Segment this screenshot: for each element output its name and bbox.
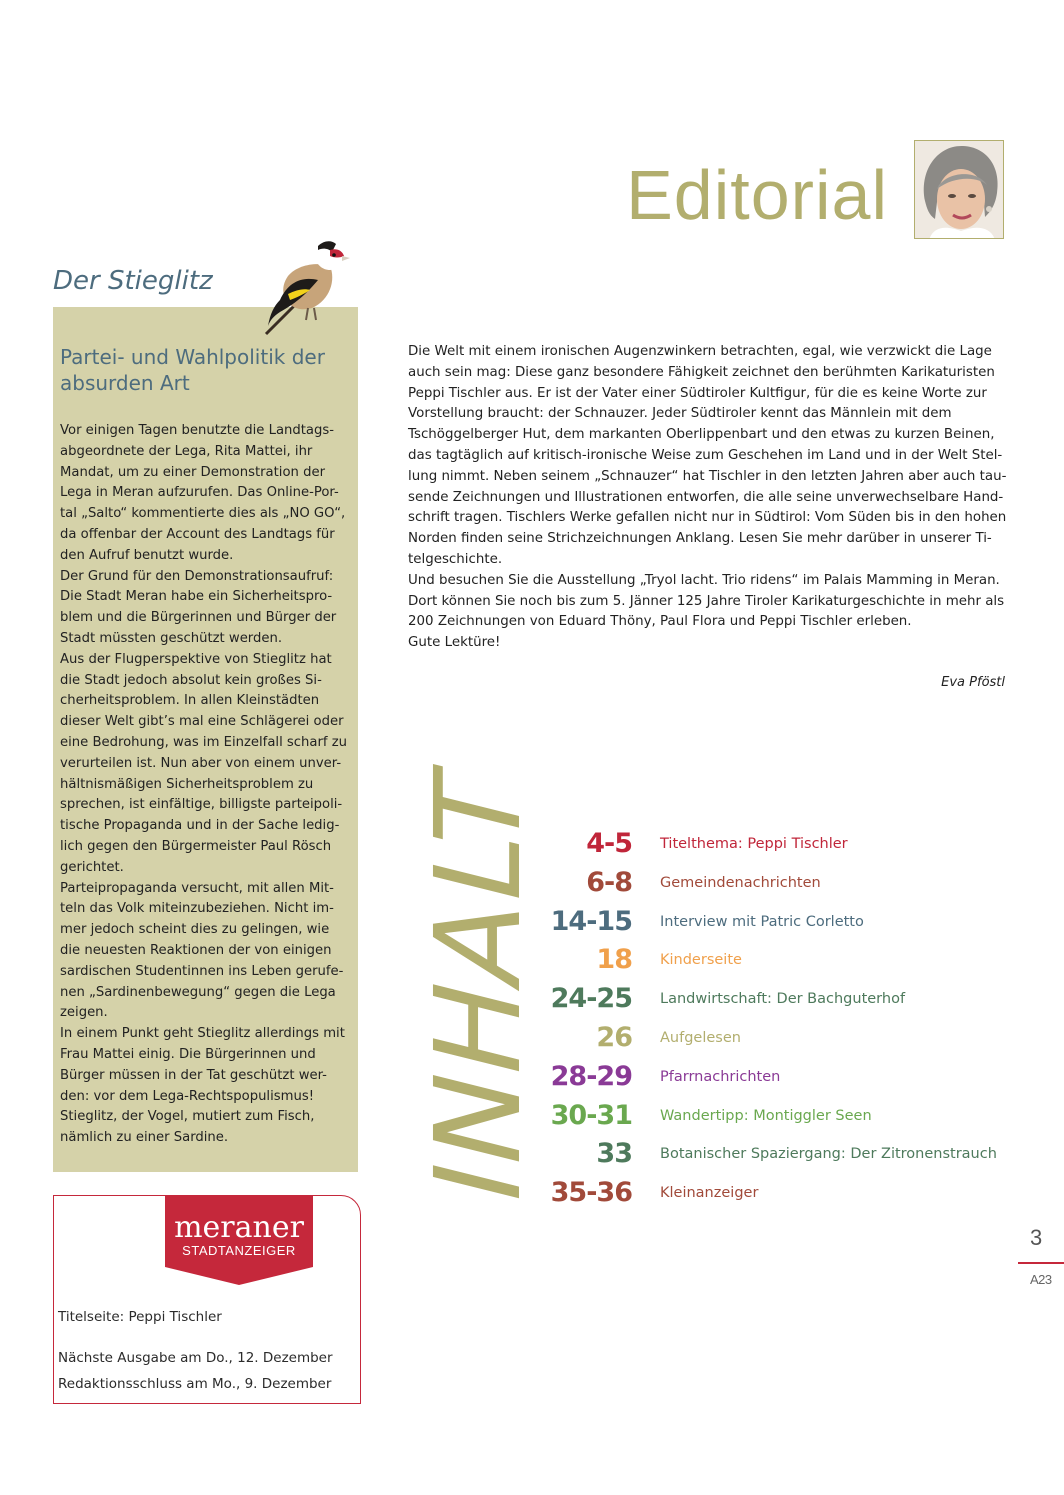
toc-row	[520, 981, 1020, 1017]
portrait-image	[915, 141, 1004, 239]
toc-row	[520, 1059, 1020, 1095]
toc-page-range: 14-15	[550, 905, 632, 937]
toc-section-title: Gemeindenachrichten	[660, 874, 821, 891]
toc-row	[520, 826, 1020, 862]
cover-credit: Titelseite: Peppi Tischler	[58, 1309, 222, 1325]
logo-sub-text: STADTANZEIGER	[182, 1243, 296, 1258]
toc-row	[520, 904, 1020, 940]
toc-row	[520, 1098, 1020, 1134]
inhalt-title: INHALT	[409, 756, 547, 1217]
logo-main-text: meraner	[174, 1210, 304, 1245]
toc-section-title: Pfarrnachrichten	[660, 1068, 781, 1085]
page-code: A23	[1030, 1272, 1052, 1287]
toc-page-range: 35-36	[550, 1177, 632, 1209]
toc-row	[520, 1020, 1020, 1056]
toc-section-title: Titelthema: Peppi Tischler	[660, 836, 848, 852]
toc-row	[520, 865, 1020, 901]
toc-page-range: 6-8	[586, 866, 632, 898]
toc-page-range: 26	[596, 1022, 632, 1053]
toc-row	[520, 1136, 1020, 1172]
toc-page-range: 4-5	[586, 828, 632, 859]
toc-section-title: Interview mit Patric Corletto	[660, 913, 864, 930]
editorial-body-text: Die Welt mit einem ironischen Augenzwinkern betrachten, egal, wie verzwickt die Lage auch sein mag: Diese ganz besondere Fähigkeit zeichnet den berühmten Karikaturisten Peppi Tischler aus. Er ist der Vater einer Südtiroler Kultfigur, für die es keine Worte zur Vorstellung braucht: der Schnauzer. Jeder Südtiroler kennt das Männlein mit dem Tschöggelberger Hut, dem markanten Oberlippenbart und den etwas zu kurzen Beinen, das tagtäglich auf kritisch-ironische Weise zum Geschehen im Land und in der Welt Stel- lung nimmt. Neben seinem „Schnauzer“ hat Tischler in den letzten Jahren aber auch tau- sende Zeichnungen und Illustrationen entworfen, die alle seine unverwechselbare Hand- schrift tragen. Tischlers Werke gefallen nicht nur in Südtirol: Vom Süden bis in den hohen Norden finden seine Strichzeichnungen Anklang. Lesen Sie mehr darüber in unserer Ti- telgeschichte. Und besuchen Sie die Ausstellung „Tryol lacht. Trio ridens“ im Palais Mamming in Meran. Dort können Sie noch bis zum 5. Jänner 125 Jahre Tiroler Karikaturgeschichte in mehr als 200 Zeichnungen von Eduard Thöny, Paul Flora und Peppi Tischler erleben. Gute Lektüre!	[408, 344, 1007, 651]
stieglitz-subtitle: Partei- und Wahlpolitik der absurden Art	[60, 345, 325, 395]
editorial-title: Editorial	[626, 156, 888, 234]
toc-section-title: Aufgelesen	[660, 1030, 741, 1046]
toc-section-title: Wandertipp: Montiggler Seen	[660, 1107, 872, 1124]
page-number: 3	[1030, 1225, 1043, 1250]
toc-page-range: 33	[596, 1138, 632, 1170]
stieglitz-body-text: Vor einigen Tagen benutzte die Landtags- abgeordnete der Lega, Rita Mattei, ihr Mandat, um zu einer Demonstration der Lega in Meran aufzurufen. Das Online-Por- tal „Salto“ kommentierte dies als „NO GO“, da offenbar der Account des Landtags für den Aufruf benutzt wurde. Der Grund für den Demonstrationsaufruf: Die Stadt Meran habe ein Sicherheitspro- blem und die Bürgerinnen und Bürger der Stadt müssten geschützt werden. Aus der Flugperspektive von Stieglitz hat die Stadt jedoch absolut kein großes Si- cherheitsproblem. In allen Kleinstädten dieser Welt gibt’s mal eine Schlägerei oder eine Bedrohung, was im Einzelfall scharf zu verurteilen ist. Nun aber von einem unver- hältnismäßigen Sicherheitsproblem zu sprechen, ist einfältige, billigste parteipoli- tische Propaganda und in der Sache ledig- lich gegen den Bürgermeister Paul Rösch gerichtet. Parteipropaganda versucht, mit allen Mit- teln das Volk miteinzubeziehen. Nicht im- mer jedoch scheint dies zu gelingen, wie die neuesten Reaktionen der von einigen sardischen Studentinnen ins Leben gerufe- nen „Sardinenbewegung“ gegen die Lega zeigen. In einem Punkt geht Stieglitz allerdings mit Frau Mattei einig. Die Bürgerinnen und Bürger müssen in der Tat geschützt wer- den: vor dem Lega-Rechtspopulismus! Stieglitz, der Vogel, mutiert zum Fisch, nämlich zu einer Sardine.	[60, 423, 348, 1146]
toc-page-range: 18	[596, 944, 632, 976]
toc-page-range: 28-29	[550, 1060, 632, 1092]
author-portrait	[914, 140, 1004, 239]
meraner-stadtanzeiger-logo	[165, 1195, 313, 1285]
toc-row	[520, 942, 1020, 978]
toc-page-range: 30-31	[550, 1099, 632, 1131]
toc-section-title: Landwirtschaft: Der Bachguterhof	[660, 991, 906, 1008]
stieglitz-heading: Der Stieglitz	[53, 266, 213, 296]
toc-section-title: Kinderseite	[660, 952, 742, 969]
next-issue-date: Nächste Ausgabe am Do., 12. Dezember	[58, 1350, 333, 1366]
toc-row	[520, 1175, 1020, 1211]
toc-section-title: Botanischer Spaziergang: Der Zitronenstrauch	[660, 1146, 997, 1163]
goldfinch-icon	[258, 236, 350, 340]
editorial-author: Eva Pföstl	[941, 675, 1005, 690]
page-number-rule	[1018, 1262, 1064, 1264]
toc-section-title: Kleinanzeiger	[660, 1185, 759, 1202]
toc-page-range: 24-25	[550, 983, 632, 1015]
editorial-deadline: Redaktionsschluss am Mo., 9. Dezember	[58, 1376, 332, 1392]
